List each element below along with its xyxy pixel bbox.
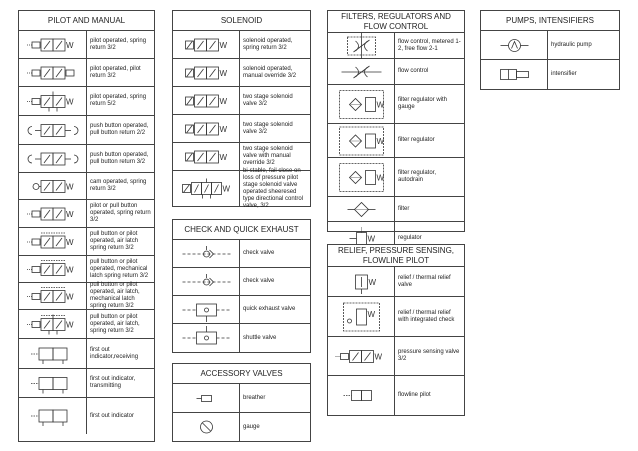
symbol-description: check valve (243, 250, 275, 256)
bistable-solenoid-valve-icon (173, 171, 240, 206)
symbol-description: hydraulic pump (551, 41, 592, 48)
svg-text:W: W (66, 320, 74, 329)
svg-text:W: W (66, 292, 74, 301)
legend-row (173, 240, 310, 268)
symbol-description: push button operated, pull button return 2/2 (90, 123, 149, 136)
intensifier-icon (481, 60, 548, 89)
svg-text:W: W (66, 97, 74, 106)
svg-text:W: W (66, 209, 74, 219)
panel-solenoid (172, 10, 311, 207)
panel-title: PUMPS, INTENSIFIERS (481, 11, 619, 31)
panel-title: RELIEF, PRESSURE SENSING, FLOWLINE PILOT (328, 245, 464, 267)
legend-row (481, 60, 619, 89)
svg-text:W: W (376, 100, 385, 109)
panel-filters (327, 10, 465, 244)
symbol-description: pressure sensing valve 3/2 (398, 349, 460, 362)
symbol-description: cam operated, spring return 3/2 (90, 179, 147, 192)
symbol-description: check valve (243, 278, 275, 284)
legend-row (173, 115, 310, 143)
svg-text:W: W (66, 237, 74, 247)
svg-text:W: W (222, 184, 231, 194)
relief-valve-icon (328, 267, 395, 296)
symbol-description: intensifier (551, 71, 577, 77)
symbol-description: solenoid operated, spring return 3/2 (243, 37, 293, 51)
panel-accessory (172, 363, 311, 442)
legend-row (19, 339, 154, 369)
solenoid-spring-valve-icon (173, 31, 240, 58)
svg-text:W: W (376, 136, 385, 146)
legend-row (19, 200, 154, 228)
legend-row (173, 268, 310, 296)
symbol-description: pilot operated, spring return 5/2 (90, 94, 147, 107)
symbol-description: bi-stable, fail close on loss of pressure pilot stage solenoid valve operated sheeresed type directional control valve, 3/2 (243, 167, 304, 209)
symbol-description: relief / thermal relief valve (398, 274, 451, 288)
symbol-description: pilot or pull button operated, spring return 3/2 (90, 203, 151, 223)
symbol-description: first out indicator (90, 412, 135, 419)
panel-title: CHECK AND QUICK EXHAUST (173, 220, 310, 240)
symbol-description: filter regulator, autodrain (398, 170, 437, 183)
quick-exhaust-valve-icon (173, 296, 240, 323)
pilot-pull-spring-valve-icon (19, 200, 87, 227)
symbol-description: pilot operated, spring return 3/2 (90, 37, 147, 51)
relief-check-valve-icon (328, 297, 395, 336)
pressure-sensing-valve-icon (328, 337, 395, 375)
check-valve-2-icon (173, 268, 240, 295)
legend-row (19, 283, 154, 310)
filter-icon (328, 197, 395, 221)
symbol-description: flow control (398, 68, 429, 74)
first-out-indicator-icon (19, 398, 87, 434)
symbol-description: pilot operated, pilot return 3/2 (90, 65, 141, 79)
pilot-pilot-valve-icon (19, 59, 87, 86)
symbol-description: quick exhaust valve (243, 306, 296, 312)
legend-row (19, 228, 154, 256)
legend-row (328, 267, 464, 297)
legend-row (328, 59, 464, 85)
svg-text:W: W (219, 40, 228, 50)
legend-row (19, 145, 154, 173)
symbol-description: flowline pilot (398, 392, 431, 398)
svg-text:W: W (376, 173, 385, 182)
panel-title: FILTERS, REGULATORS AND FLOW CONTROL (328, 11, 464, 33)
svg-text:W: W (219, 152, 228, 162)
svg-text:W: W (367, 234, 376, 244)
pilot-spring-valve-icon (19, 31, 87, 58)
pilot-spring-5-2-valve-icon (19, 87, 87, 115)
legend-row (173, 31, 310, 59)
symbol-description: push button operated, pull button return 3/2 (90, 151, 149, 165)
legend-row (19, 256, 154, 283)
first-out-transmitting-icon (19, 369, 87, 397)
symbol-description: gauge (243, 423, 260, 430)
legend-row (173, 296, 310, 324)
legend-row (19, 59, 154, 87)
symbol-description: filter (398, 205, 410, 212)
panel-relief (327, 244, 465, 416)
svg-text:W: W (66, 40, 74, 50)
legend-row (481, 31, 619, 60)
legend-row (19, 398, 154, 434)
two-stage-solenoid-manual-icon (173, 143, 240, 170)
legend-row (173, 59, 310, 87)
legend-row (328, 376, 464, 415)
panel-check-exhaust (172, 219, 311, 353)
symbol-description: solenoid operated, manual override 3/2 (243, 65, 297, 79)
push-pull-3-2-valve-icon (19, 145, 87, 172)
legend-row (328, 124, 464, 158)
two-stage-solenoid-icon (173, 87, 240, 114)
cam-spring-valve-icon (19, 173, 87, 199)
filter-regulator-gauge-icon (328, 85, 395, 123)
legend-row (173, 324, 310, 352)
symbol-description: pull button or pilot operated, mechanical latch spring return 3/2 (90, 258, 149, 279)
symbol-description: flow control, metered 1-2, free flow 2-1 (398, 38, 461, 52)
first-out-receiving-icon (19, 339, 87, 368)
symbol-description: relief / thermal relief with integrated check (398, 309, 455, 323)
legend-row (328, 85, 464, 124)
filter-regulator-autodrain-icon (328, 158, 395, 196)
symbol-description: shuttle valve (243, 334, 277, 341)
symbol-description: two stage solenoid valve 3/2 (243, 121, 293, 135)
symbol-description: first out indicator,receiving (90, 346, 139, 360)
metered-flow-control-icon (328, 33, 395, 58)
push-pull-2-2-valve-icon (19, 116, 87, 144)
legend-row (19, 31, 154, 59)
legend-row (19, 87, 154, 116)
panel-pumps (480, 10, 620, 90)
legend-row (328, 337, 464, 376)
legend-row (19, 369, 154, 398)
legend-row (19, 173, 154, 200)
legend-row (173, 384, 310, 413)
symbol-description: pull button or pilot operated, air latch, mechanical latch spring return 3/2 (90, 282, 140, 309)
symbol-description: pull button or pilot operated, air latch spring return 3/2 (90, 231, 139, 251)
panel-title: PILOT AND MANUAL (19, 11, 154, 31)
svg-text:W: W (219, 124, 228, 134)
solenoid-manual-valve-icon (173, 59, 240, 86)
two-stage-solenoid-2-icon (173, 115, 240, 142)
svg-text:W: W (219, 68, 228, 78)
mechanical-latch-valve-icon (19, 256, 87, 282)
legend-row (328, 158, 464, 197)
legend-row (328, 197, 464, 222)
panel-pilot-manual (18, 10, 155, 442)
legend-row (173, 413, 310, 441)
air-latch-valve-icon (19, 228, 87, 255)
legend-row (173, 167, 310, 209)
svg-text:W: W (367, 309, 376, 319)
symbol-description: filter regulator (398, 137, 435, 143)
pull-air-latch-valve-icon (19, 310, 87, 338)
legend-row (19, 310, 154, 339)
legend-row (173, 87, 310, 115)
symbol-description: regulator (398, 235, 422, 241)
legend-row (328, 33, 464, 59)
air-mech-latch-valve-icon (19, 283, 87, 309)
symbol-description: filter regulator with gauge (398, 97, 448, 110)
check-valve-icon (173, 240, 240, 267)
gauge-icon (173, 413, 240, 441)
svg-text:W: W (219, 96, 228, 106)
symbol-description: first out indicator, transmitting (90, 376, 136, 389)
filter-regulator-icon (328, 124, 395, 157)
panel-title: SOLENOID (173, 11, 310, 31)
flow-control-icon (328, 59, 395, 84)
legend-row (328, 297, 464, 337)
symbol-description: two stage solenoid valve 3/2 (243, 93, 293, 107)
symbol-description: breather (243, 394, 266, 401)
svg-text:W: W (66, 265, 74, 274)
symbol-description: pull button or pilot operated, air latch, spring return 3/2 (90, 313, 140, 334)
hydraulic-pump-icon (481, 31, 548, 59)
svg-text:W: W (374, 352, 383, 361)
svg-text:W: W (66, 182, 74, 191)
legend-row (19, 116, 154, 145)
symbol-description: two stage solenoid valve with manual override 3/2 (243, 146, 293, 166)
flowline-pilot-icon (328, 376, 395, 415)
svg-text:W: W (368, 277, 377, 287)
shuttle-valve-icon (173, 324, 240, 352)
panel-title: ACCESSORY VALVES (173, 364, 310, 384)
breather-icon (173, 384, 240, 412)
